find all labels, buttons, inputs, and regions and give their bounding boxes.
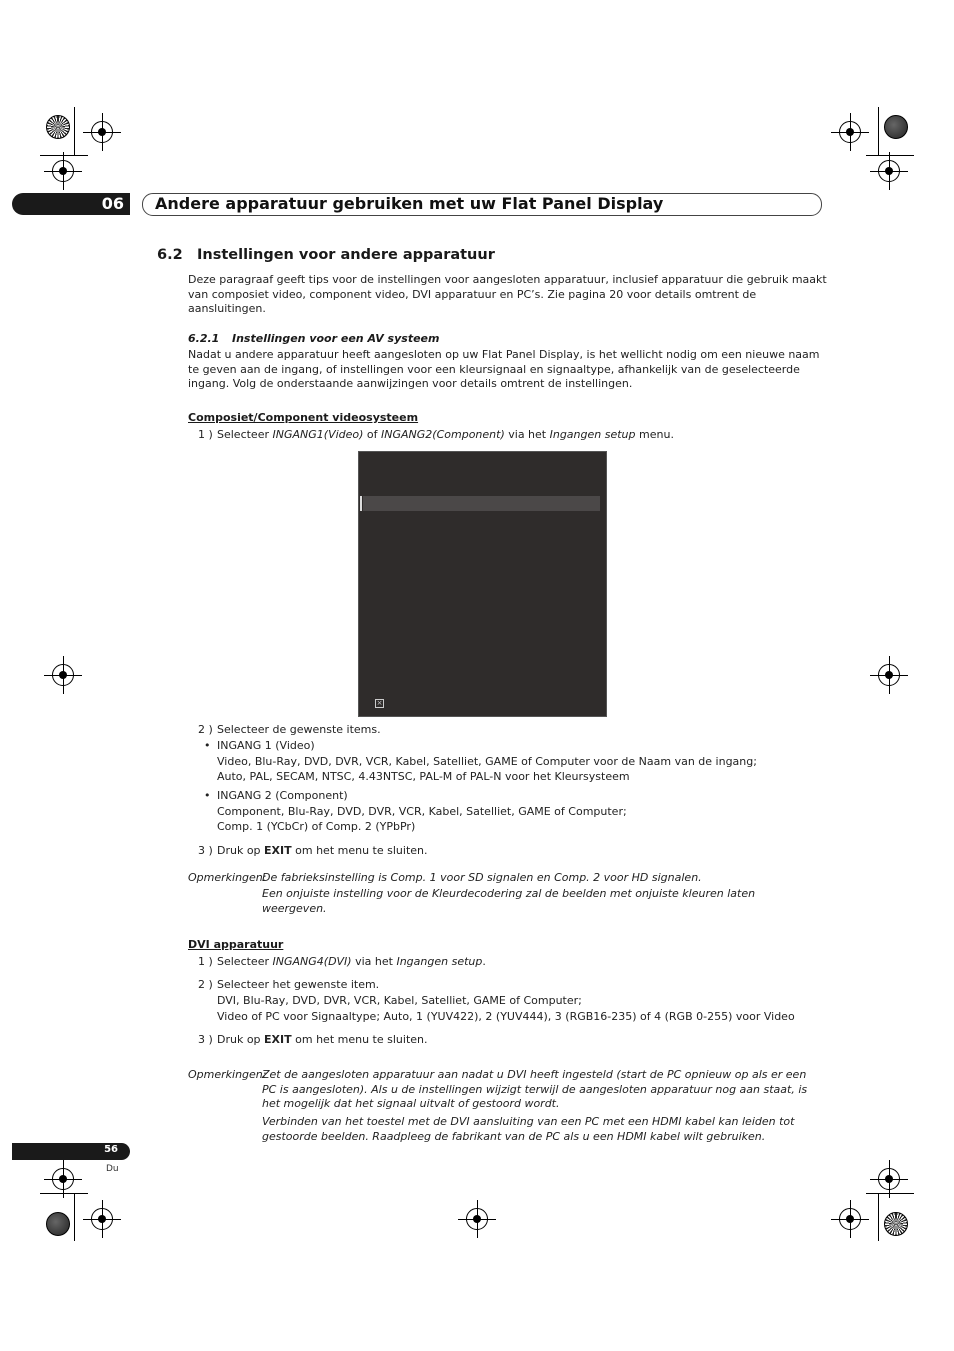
bullet-ingang1-line1: Video, Blu-Ray, DVD, DVR, VCR, Kabel, Satelliet, GAME of Computer voor de Naam van de ingang; xyxy=(217,755,757,768)
dvi-heading: DVI apparatuur xyxy=(188,938,284,951)
section-heading xyxy=(157,247,495,263)
subsection-title: Instellingen voor een AV systeem xyxy=(232,332,440,345)
registration-mark-icon xyxy=(839,121,861,143)
bullet-icon: • xyxy=(204,739,211,752)
chapter-title: Andere apparatuur gebruiken met uw Flat Panel Display xyxy=(155,194,664,213)
registration-mark-icon xyxy=(878,160,900,182)
composite-note-2: Een onjuiste instelling voor de Kleurdecodering zal de beelden met onjuiste kleuren laten weergeven. xyxy=(262,887,756,915)
registration-mark-icon xyxy=(878,1168,900,1190)
section-title: Instellingen voor andere apparatuur xyxy=(197,247,495,263)
color-ball-mark-icon xyxy=(884,115,908,139)
registration-mark-icon xyxy=(839,1208,861,1230)
menu-highlight-row xyxy=(363,496,600,511)
dvi-step-1: 1 ) Selecteer INGANG4(DVI) via het Ingangen setup. xyxy=(198,955,486,968)
bullet-ingang1-line2: Auto, PAL, SECAM, NTSC, 4.43NTSC, PAL-M of PAL-N voor het Kleursysteem xyxy=(217,770,630,783)
page-number-badge xyxy=(12,1143,130,1160)
subsection-heading xyxy=(188,332,439,345)
bullet-icon: • xyxy=(204,789,211,802)
dvi-note-1: Zet de aangesloten apparatuur aan nadat u DVI heeft ingesteld (start de PC opnieuw op als er een PC is aangesloten). Als u de instellingen wijzigt terwijl de aangesloten apparatuur nog aan staat, is het mogelijk dat het signaal uitvalt of gestoord wordt. xyxy=(262,1068,808,1110)
registration-mark-icon xyxy=(52,160,74,182)
language-code: Du xyxy=(106,1164,119,1174)
registration-mark-icon xyxy=(52,1168,74,1190)
registration-mark-icon xyxy=(91,1208,113,1230)
dvi-notes xyxy=(188,1068,828,1148)
bullet-ingang2-line1: Component, Blu-Ray, DVD, DVR, VCR, Kabel, Satelliet, GAME of Computer; xyxy=(217,805,627,818)
composite-step-2: 2 ) Selecteer de gewenste items. xyxy=(198,723,381,736)
section-number: 6.2 xyxy=(157,247,183,263)
notes-label: Opmerkingen: xyxy=(188,1068,267,1081)
registration-mark-icon xyxy=(878,664,900,686)
dvi-step-2-line2: Video of PC voor Signaaltype; Auto, 1 (YUV422), 2 (YUV444), 3 (RGB16-235) of 4 (RGB 0-255) voor Video xyxy=(217,1010,795,1023)
chapter-title-bar xyxy=(142,193,822,216)
chapter-badge xyxy=(12,193,130,215)
page-number: 56 xyxy=(104,1144,118,1155)
dvi-note-2: Verbinden van het toestel met de DVI aansluiting van een PC met een HDMI kabel kan leiden tot gestoorde beelden. Raadpleeg de fabrikant van de PC als u een HDMI kabel wilt gebruiken. xyxy=(262,1115,795,1143)
section-intro: Deze paragraaf geeft tips voor de instellingen voor aangesloten apparatuur, inclusief apparatuur die gebruik maakt van composiet video, component video, DVI apparatuur en PC’s. Zie pagina 20 voor details omtrent de aansluitingen. xyxy=(188,273,827,315)
dvi-step-2: 2 ) Selecteer het gewenste item. xyxy=(198,978,380,991)
menu-cursor xyxy=(360,496,362,511)
subsection-text: Nadat u andere apparatuur heeft aangesloten op uw Flat Panel Display, is het wellicht nodig om een nieuwe naam te geven aan de ingang, of instellingen voor een kleursignaal en signaaltype, afhankelijk van de geselecteerde ingang. Volg de onderstaande aanwijzingen voor details omtrent de instellingen. xyxy=(188,348,820,390)
subsection-number: 6.2.1 xyxy=(188,332,220,345)
registration-mark-icon xyxy=(52,664,74,686)
registration-mark-icon xyxy=(466,1208,488,1230)
composite-notes xyxy=(188,871,828,921)
bullet-ingang2-line2: Comp. 1 (YCbCr) of Comp. 2 (YPbPr) xyxy=(217,820,416,833)
starburst-mark-icon xyxy=(884,1212,908,1236)
composite-note-1: De fabrieksinstelling is Comp. 1 voor SD signalen en Comp. 2 voor HD signalen. xyxy=(262,871,702,884)
bullet-ingang2: • INGANG 2 (Component) xyxy=(204,789,348,802)
color-ball-mark-icon xyxy=(46,1212,70,1236)
registration-mark-icon xyxy=(91,121,113,143)
starburst-mark-icon xyxy=(46,115,70,139)
input-setup-menu-screen xyxy=(358,451,607,717)
notes-label: Opmerkingen: xyxy=(188,871,267,884)
chapter-number: 06 xyxy=(101,194,124,213)
dvi-step-3: 3 ) Druk op EXIT om het menu te sluiten. xyxy=(198,1033,428,1046)
close-icon: × xyxy=(376,699,383,707)
bullet-ingang1: • INGANG 1 (Video) xyxy=(204,739,315,752)
composite-step-1: 1 ) Selecteer INGANG1(Video) of INGANG2(Component) via het Ingangen setup menu. xyxy=(198,428,674,441)
composite-step-3: 3 ) Druk op EXIT om het menu te sluiten. xyxy=(198,844,428,857)
dvi-step-2-line1: DVI, Blu-Ray, DVD, DVR, VCR, Kabel, Satelliet, GAME of Computer; xyxy=(217,994,582,1007)
composite-heading: Composiet/Component videosysteem xyxy=(188,411,419,424)
